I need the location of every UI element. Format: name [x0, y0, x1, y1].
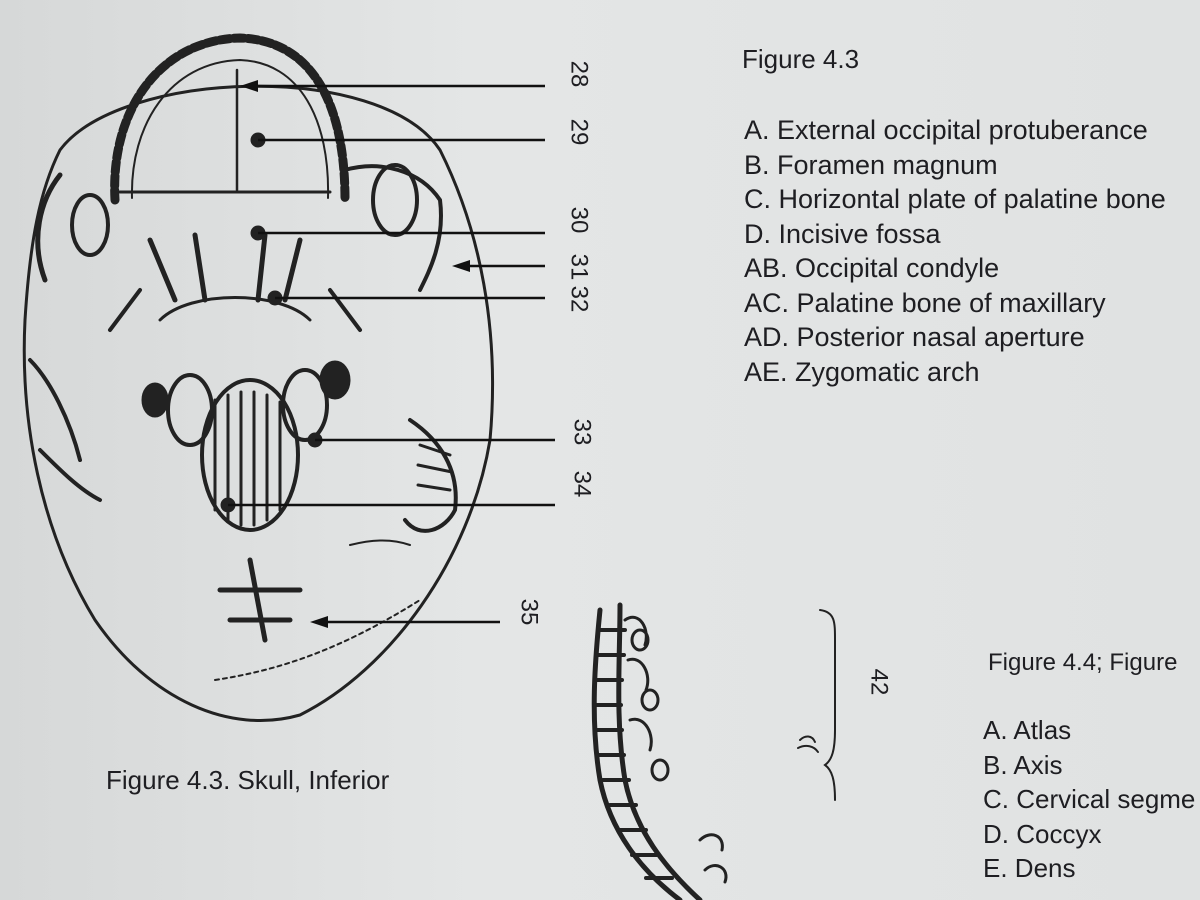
legend-item: B. Foramen magnum	[744, 149, 998, 180]
legend-item: A. External occipital protuberance	[744, 115, 1148, 145]
legend-item: C. Horizontal plate of palatine bone	[744, 184, 1166, 214]
bracket	[820, 610, 835, 800]
legend-item: D. Coccyx	[983, 818, 1102, 849]
legend-item: D. Incisive fossa	[744, 218, 941, 249]
label-35: 35	[515, 598, 543, 626]
figure-4-3-heading: Figure 4.3	[742, 44, 860, 74]
figure-4-3-legend	[744, 113, 1166, 389]
label-42: 42	[865, 668, 893, 696]
legend-item: A. Atlas	[983, 715, 1072, 745]
label-32: 32	[565, 285, 593, 313]
legend-item: AE. Zygomatic arch	[744, 356, 980, 387]
legend-item: AB. Occipital condyle	[744, 253, 1000, 283]
legend-item: AC. Palatine bone of maxillary	[744, 287, 1106, 318]
legend-item: B. Axis	[983, 749, 1063, 780]
legend-item: E. Dens	[983, 853, 1076, 883]
label-28: 28	[565, 60, 593, 88]
label-31: 31	[565, 253, 593, 281]
label-30: 30	[565, 206, 593, 234]
vertebral-column-diagram	[594, 605, 835, 900]
figure-4-4-legend	[983, 713, 1195, 886]
legend-item: C. Cervical segme	[983, 784, 1196, 814]
legend-item: AD. Posterior nasal aperture	[744, 322, 1085, 352]
label-29: 29	[565, 118, 593, 146]
figure-4-4-heading: Figure 4.4; Figure	[988, 649, 1178, 676]
label-33: 33	[568, 418, 596, 446]
figure-4-3-caption: Figure 4.3. Skull, Inferior	[106, 765, 390, 795]
label-34: 34	[568, 470, 596, 498]
